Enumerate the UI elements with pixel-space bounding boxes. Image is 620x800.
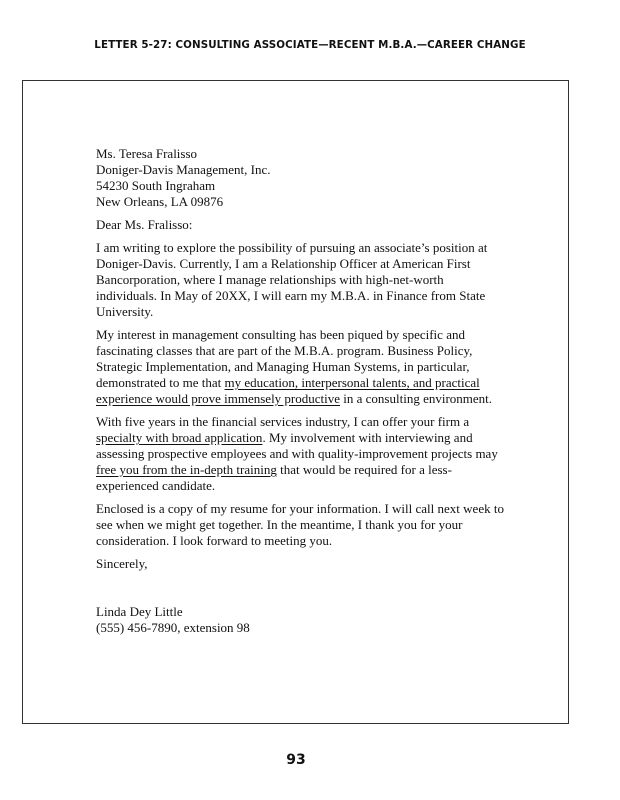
closing: Sincerely, <box>96 556 148 571</box>
paragraph-3 <box>96 414 506 494</box>
letter-body <box>96 146 506 636</box>
recipient-name: Ms. Teresa Fralisso <box>96 146 198 161</box>
signature-phone: (555) 456-7890, extension 98 <box>96 620 250 635</box>
recipient-address <box>96 146 506 210</box>
paragraph-3-text-c: that would be required for a less-experienced candidate. <box>96 462 452 493</box>
signature-space <box>96 572 506 604</box>
paragraph-1: I am writing to explore the possibility of pursuing an associate’s position at Doniger-Davis. Currently, I am a Relationship Officer at American First Bancorporation, where I manage relationships with high-net-worth individuals. In May of 20XX, I will earn my M.B.A. in Finance from State University. <box>96 240 488 319</box>
running-header: LETTER 5-27: CONSULTING ASSOCIATE—RECENT M.B.A.—CAREER CHANGE <box>94 39 526 51</box>
paragraph-2 <box>96 327 506 407</box>
recipient-company: Doniger-Davis Management, Inc. <box>96 162 271 177</box>
recipient-street: 54230 South Ingraham <box>96 178 216 193</box>
recipient-city: New Orleans, LA 09876 <box>96 194 224 209</box>
paragraph-4: Enclosed is a copy of my resume for your information. I will call next week to see when we might get together. In the meantime, I thank you for your consideration. I look forward to meeting you. <box>96 501 504 548</box>
signature-name: Linda Dey Little <box>96 604 183 619</box>
signature-block <box>96 604 506 636</box>
paragraph-3-underlined-2: free you from the in-depth training <box>96 462 277 477</box>
paragraph-2-text-b: in a consulting environment. <box>340 391 493 406</box>
letter-frame <box>22 80 569 724</box>
paragraph-2-underlined: my education, interpersonal talents, and practical experience would prove immensely productive <box>96 375 480 406</box>
paragraph-3-underlined-1: specialty with broad application <box>96 430 263 445</box>
paragraph-3-text-a: With five years in the financial services industry, I can offer your firm a <box>96 414 470 429</box>
salutation: Dear Ms. Fralisso: <box>96 217 193 232</box>
page-number: 93 <box>286 752 306 768</box>
paragraph-2-text-a: My interest in management consulting has been piqued by specific and fascinating classes that are part of the M.B.A. program. Business Policy, Strategic Implementation, and Managing Human Systems, in particular, demonstrated to me that <box>96 327 473 390</box>
paragraph-3-text-b: . My involvement with interviewing and assessing prospective employees and with quality-improvement projects may <box>96 430 498 461</box>
